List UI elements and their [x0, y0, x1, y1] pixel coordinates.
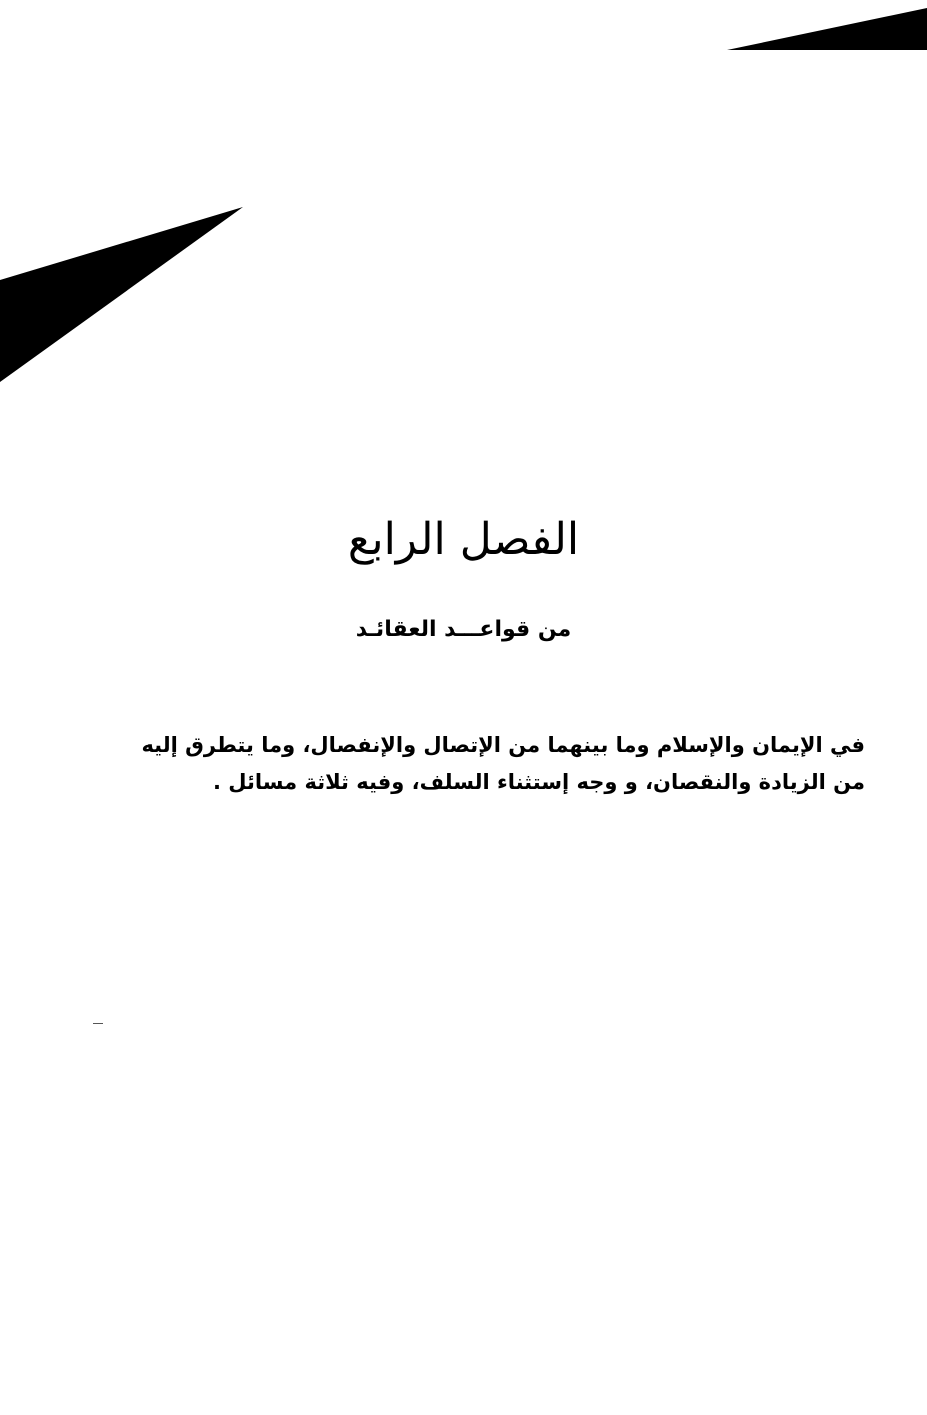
chapter-summary: في الإيمان والإسلام وما بينهما من الإتصال والإنفصال، وما يتطرق إليه من الزيادة والنقصان، و وجه إستثناء السلف، وفيه ثلاثة مسائل . [141, 733, 865, 794]
top-right-scan-wedge [727, 8, 927, 50]
scan-speck [93, 1023, 103, 1024]
chapter-title: الفصل الرابع [347, 514, 580, 565]
left-scan-wedge [0, 207, 243, 382]
chapter-subtitle: من قواعـــد العقائـد [355, 617, 572, 642]
